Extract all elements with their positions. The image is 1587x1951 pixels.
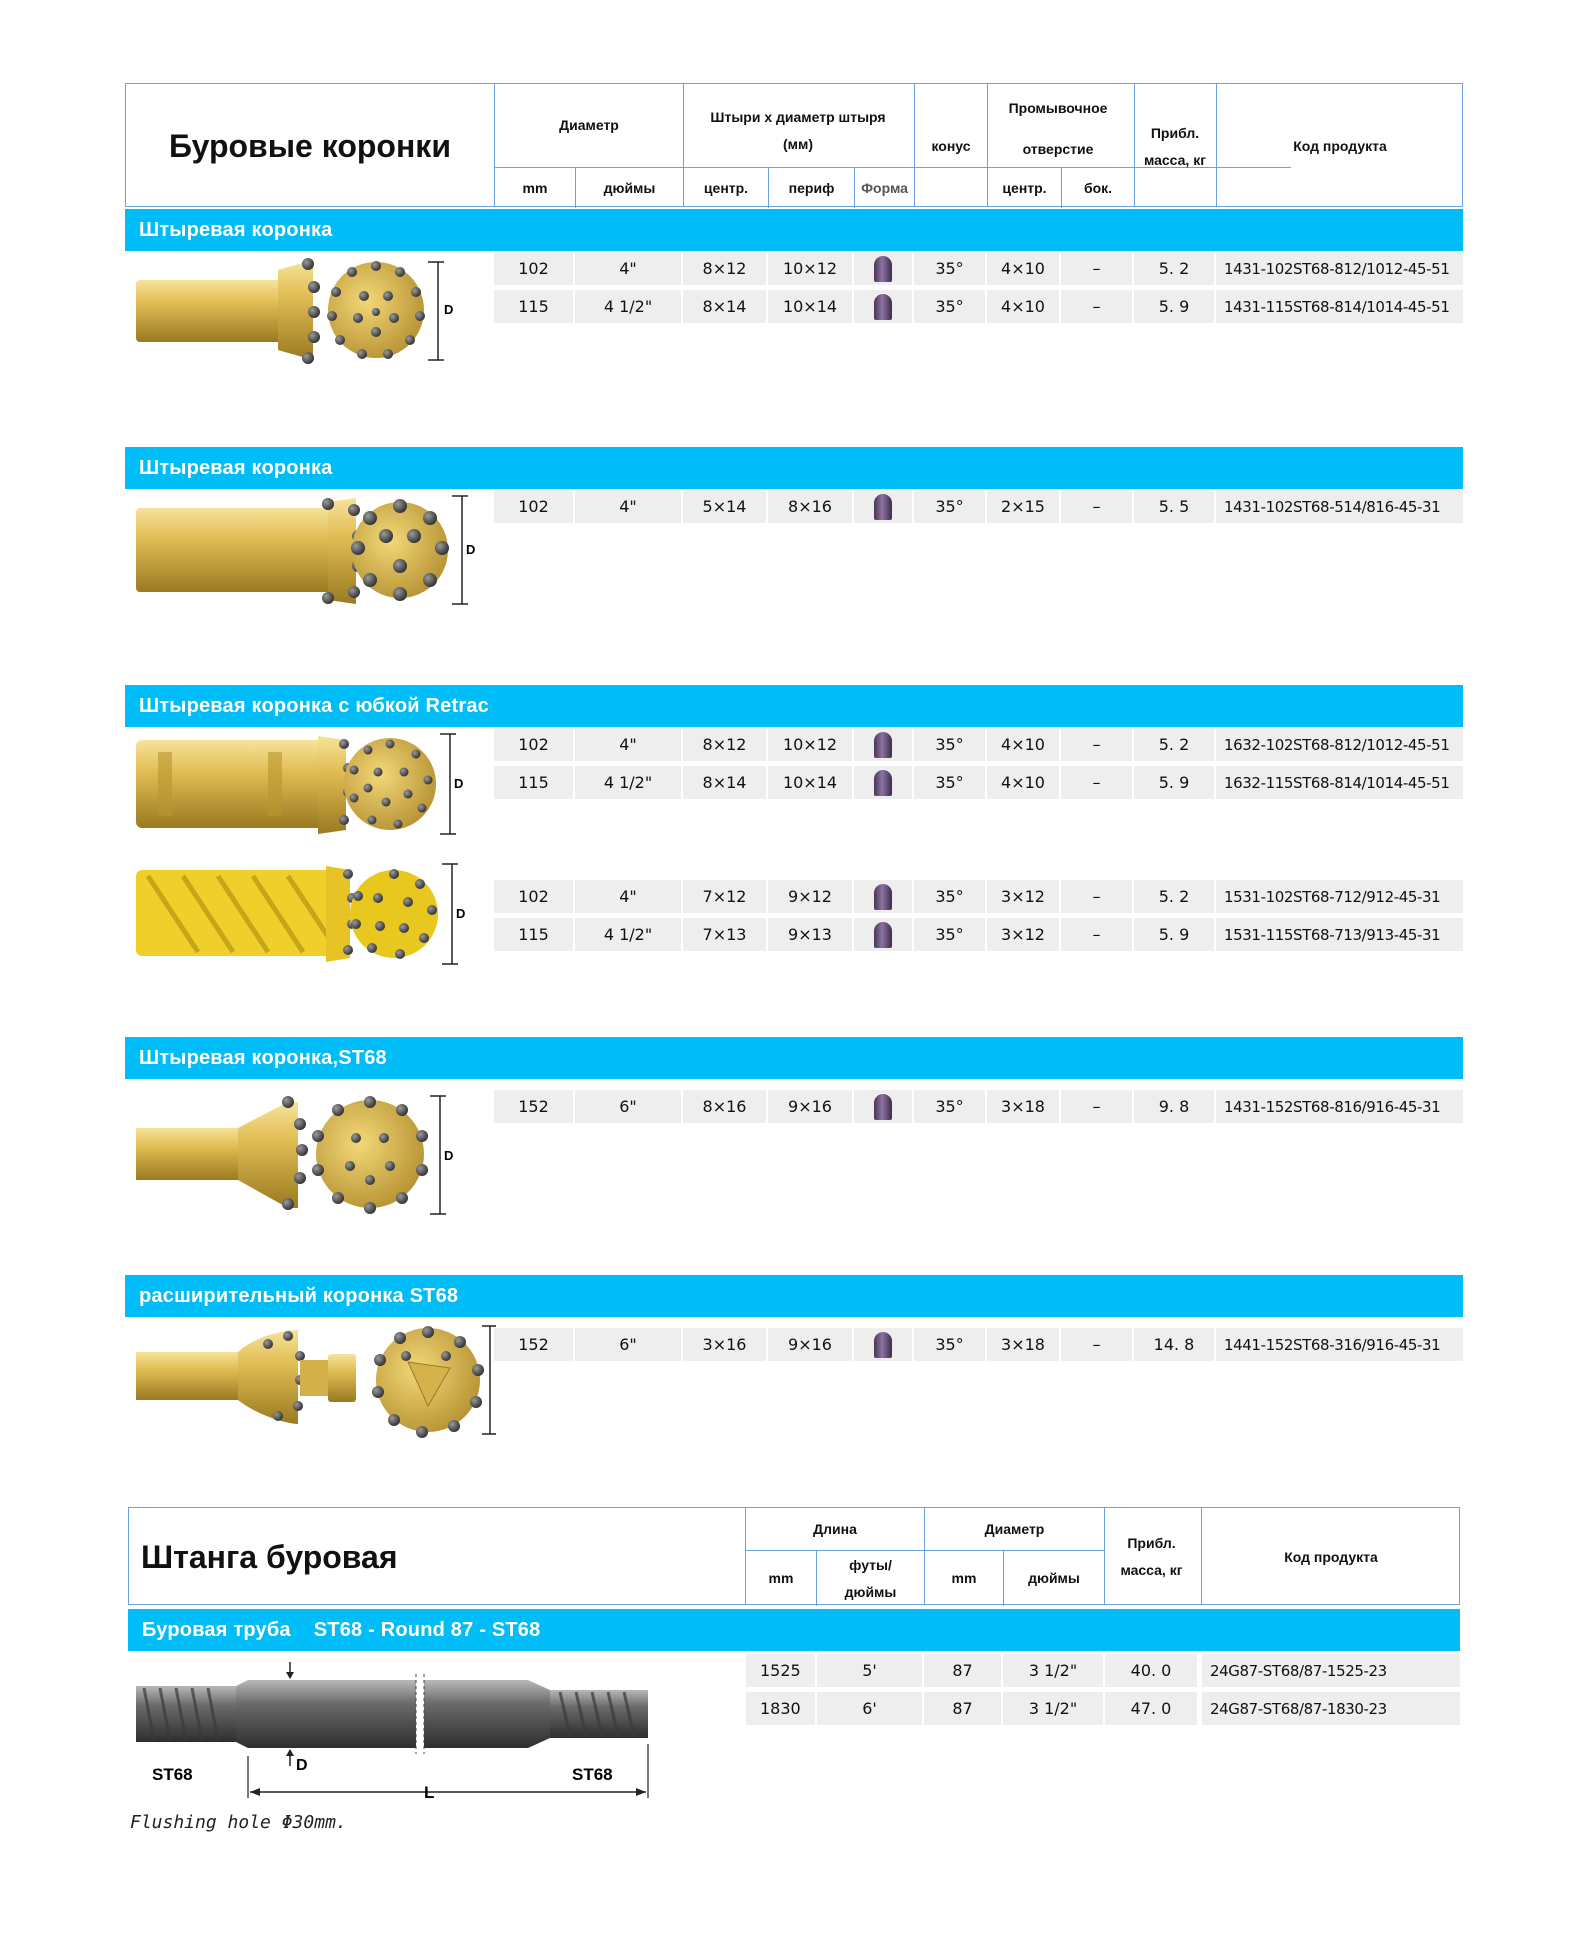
dimension-label: D: [466, 542, 476, 557]
cell-mass: 5. 9: [1134, 290, 1214, 323]
pin-form-cell: [854, 252, 912, 285]
cell-inch: 4 1/2": [575, 290, 681, 323]
section-bar-3: Штыревая коронка с юбкой Retrac: [125, 685, 1463, 727]
cell-center: 7×13: [683, 918, 766, 951]
rod-d-label: D: [296, 1757, 308, 1774]
cell-flush_c: 4×10: [987, 252, 1059, 285]
cell-mass: 5. 9: [1134, 918, 1214, 951]
cell-flush_s: –: [1061, 880, 1132, 913]
cell-mass: 9. 8: [1134, 1090, 1214, 1123]
flushing-note: Flushing hole Φ30mm.: [130, 1812, 347, 1833]
col-pins: Штыри х диаметр штыря (мм): [710, 109, 886, 152]
cell-cone: 35°: [914, 728, 985, 761]
cell-cone: 35°: [914, 1328, 985, 1361]
bits-header-table: [125, 83, 1463, 207]
cell-cone: 35°: [914, 918, 985, 951]
section-bar-2: Штыревая коронка: [125, 447, 1463, 489]
cell-mm: 152: [494, 1090, 573, 1123]
col-mass: Прибл. масса, кг: [1143, 125, 1207, 168]
pin-form-cell: [854, 766, 912, 799]
bit-illustration-5: [128, 1090, 468, 1220]
cell-code: 1531-102ST68-712/912-45-31: [1216, 880, 1463, 913]
cell-inch: 4": [575, 490, 681, 523]
cell-perif: 9×12: [768, 880, 852, 913]
pin-shape-icon: [874, 1094, 892, 1120]
pin-shape-icon: [874, 294, 892, 320]
cell-mass: 5. 2: [1134, 880, 1214, 913]
rod-cell-d_mm: 87: [924, 1692, 1001, 1725]
rod-col-d-inch: дюймы: [1028, 1570, 1080, 1587]
dimension-label: D: [444, 1148, 454, 1163]
cell-mass: 5. 2: [1134, 728, 1214, 761]
cell-perif: 10×14: [768, 766, 852, 799]
col-mm: mm: [522, 179, 548, 196]
bit-illustration-1: [128, 252, 458, 372]
cell-mm: 115: [494, 918, 573, 951]
cell-mass: 5. 9: [1134, 766, 1214, 799]
cell-mm: 102: [494, 252, 573, 285]
col-pin-form: Форма: [861, 179, 908, 196]
col-flush-center: центр.: [1002, 179, 1047, 196]
cell-code: 1431-102ST68-812/1012-45-51: [1216, 252, 1463, 285]
cell-perif: 9×16: [768, 1090, 852, 1123]
cell-cone: 35°: [914, 766, 985, 799]
cell-inch: 4 1/2": [575, 766, 681, 799]
cell-mm: 102: [494, 728, 573, 761]
rod-cell-code: 24G87-ST68/87-1830-23: [1202, 1692, 1460, 1725]
pin-form-cell: [854, 490, 912, 523]
cell-mm: 115: [494, 290, 573, 323]
rod-cell-d_inch: 3 1/2": [1003, 1692, 1103, 1725]
cell-code: 1431-102ST68-514/816-45-31: [1216, 490, 1463, 523]
pin-shape-icon: [874, 922, 892, 948]
cell-code: 1431-115ST68-814/1014-45-51: [1216, 290, 1463, 323]
cell-mass: 14. 8: [1134, 1328, 1214, 1361]
pin-shape-icon: [874, 884, 892, 910]
section-bar-4: Штыревая коронка,ST68: [125, 1037, 1463, 1079]
col-flush-side: бок.: [1083, 179, 1113, 196]
cell-flush_c: 4×10: [987, 766, 1059, 799]
cell-cone: 35°: [914, 290, 985, 323]
rod-col-mm: mm: [768, 1570, 794, 1587]
pin-form-cell: [854, 1090, 912, 1123]
rod-cell-mass: 47. 0: [1105, 1692, 1197, 1725]
col-cone: конус: [931, 137, 971, 154]
cell-center: 8×16: [683, 1090, 766, 1123]
dimension-label: D: [444, 302, 454, 317]
col-pin-perif: периф: [788, 179, 835, 196]
pin-form-cell: [854, 290, 912, 323]
cell-center: 3×16: [683, 1328, 766, 1361]
cell-code: 1441-152ST68-316/916-45-31: [1216, 1328, 1463, 1361]
cell-flush_c: 3×12: [987, 918, 1059, 951]
bit-illustration-6: [128, 1320, 498, 1440]
bit-illustration-3: [128, 730, 468, 840]
rod-cell-code: 24G87-ST68/87-1525-23: [1202, 1654, 1460, 1687]
cell-perif: 9×13: [768, 918, 852, 951]
cell-cone: 35°: [914, 490, 985, 523]
rod-right-label: ST68: [572, 1765, 613, 1784]
cell-center: 8×12: [683, 252, 766, 285]
cell-code: 1431-152ST68-816/916-45-31: [1216, 1090, 1463, 1123]
cell-perif: 8×16: [768, 490, 852, 523]
cell-inch: 6": [575, 1328, 681, 1361]
cell-flush_s: –: [1061, 490, 1132, 523]
pin-form-cell: [854, 918, 912, 951]
rod-cell-mass: 40. 0: [1105, 1654, 1197, 1687]
cell-center: 5×14: [683, 490, 766, 523]
dimension-label: D: [454, 776, 464, 791]
cell-inch: 6": [575, 1090, 681, 1123]
bit-illustration-4: [128, 858, 468, 968]
cell-flush_c: 3×18: [987, 1328, 1059, 1361]
rod-header-table: [128, 1507, 1460, 1605]
cell-mm: 115: [494, 766, 573, 799]
section-bar-5: расширительный коронка ST68: [125, 1275, 1463, 1317]
cell-perif: 9×16: [768, 1328, 852, 1361]
dimension-label: D: [456, 906, 466, 921]
cell-inch: 4": [575, 252, 681, 285]
cell-code: 1531-115ST68-713/913-45-31: [1216, 918, 1463, 951]
rod-col-diameter: Диаметр: [984, 1520, 1045, 1537]
pin-form-cell: [854, 1328, 912, 1361]
bit-illustration-2: [128, 492, 478, 612]
section-bar-1: Штыревая коронка: [125, 209, 1463, 251]
cell-center: 8×14: [683, 766, 766, 799]
rod-cell-mm: 1525: [746, 1654, 815, 1687]
cell-flush_s: –: [1061, 918, 1132, 951]
cell-center: 8×14: [683, 290, 766, 323]
cell-perif: 10×12: [768, 252, 852, 285]
pin-shape-icon: [874, 494, 892, 520]
rod-section-bar: Буровая труба ST68 - Round 87 - ST68: [128, 1609, 1460, 1651]
rod-illustration: [130, 1660, 660, 1810]
cell-mm: 102: [494, 490, 573, 523]
col-inch: дюймы: [603, 179, 656, 196]
rod-left-label: ST68: [152, 1765, 193, 1784]
cell-flush_s: –: [1061, 1090, 1132, 1123]
cell-flush_s: –: [1061, 766, 1132, 799]
rod-cell-d_inch: 3 1/2": [1003, 1654, 1103, 1687]
cell-inch: 4 1/2": [575, 918, 681, 951]
cell-mm: 152: [494, 1328, 573, 1361]
cell-code: 1632-115ST68-814/1014-45-51: [1216, 766, 1463, 799]
col-diameter: Диаметр: [559, 117, 619, 134]
pin-form-cell: [854, 880, 912, 913]
rod-col-mass: Прибл. масса, кг: [1120, 1535, 1183, 1578]
pin-shape-icon: [874, 732, 892, 758]
cell-perif: 10×12: [768, 728, 852, 761]
cell-flush_c: 2×15: [987, 490, 1059, 523]
pin-shape-icon: [874, 256, 892, 282]
cell-flush_c: 4×10: [987, 728, 1059, 761]
bits-title: Буровые коронки: [169, 127, 451, 164]
cell-flush_s: –: [1061, 1328, 1132, 1361]
cell-flush_s: –: [1061, 290, 1132, 323]
pin-form-cell: [854, 728, 912, 761]
cell-flush_s: –: [1061, 728, 1132, 761]
pin-shape-icon: [874, 770, 892, 796]
cell-flush_c: 3×18: [987, 1090, 1059, 1123]
rod-col-ft: футы/дюймы: [844, 1556, 897, 1600]
cell-center: 8×12: [683, 728, 766, 761]
cell-cone: 35°: [914, 252, 985, 285]
pin-shape-icon: [874, 1332, 892, 1358]
cell-flush_c: 4×10: [987, 290, 1059, 323]
rod-cell-d_mm: 87: [924, 1654, 1001, 1687]
cell-inch: 4": [575, 728, 681, 761]
rod-cell-mm: 1830: [746, 1692, 815, 1725]
cell-flush_s: –: [1061, 252, 1132, 285]
cell-perif: 10×14: [768, 290, 852, 323]
rod-col-code: Код продукта: [1284, 1548, 1378, 1565]
col-flush: Промывочное отверстие: [1008, 100, 1108, 157]
cell-mass: 5. 2: [1134, 252, 1214, 285]
cell-flush_c: 3×12: [987, 880, 1059, 913]
rod-col-d-mm: mm: [951, 1570, 977, 1587]
rod-title: Штанга буровая: [141, 1538, 398, 1575]
rod-col-length: Длина: [813, 1520, 857, 1537]
cell-center: 7×12: [683, 880, 766, 913]
cell-code: 1632-102ST68-812/1012-45-51: [1216, 728, 1463, 761]
rod-cell-ft: 6': [817, 1692, 922, 1725]
rod-cell-ft: 5': [817, 1654, 922, 1687]
cell-mass: 5. 5: [1134, 490, 1214, 523]
cell-cone: 35°: [914, 1090, 985, 1123]
cell-cone: 35°: [914, 880, 985, 913]
rod-l-label: L: [424, 1783, 435, 1802]
col-code: Код продукта: [1293, 137, 1387, 154]
cell-inch: 4": [575, 880, 681, 913]
cell-mm: 102: [494, 880, 573, 913]
col-pin-center: центр.: [703, 179, 749, 196]
